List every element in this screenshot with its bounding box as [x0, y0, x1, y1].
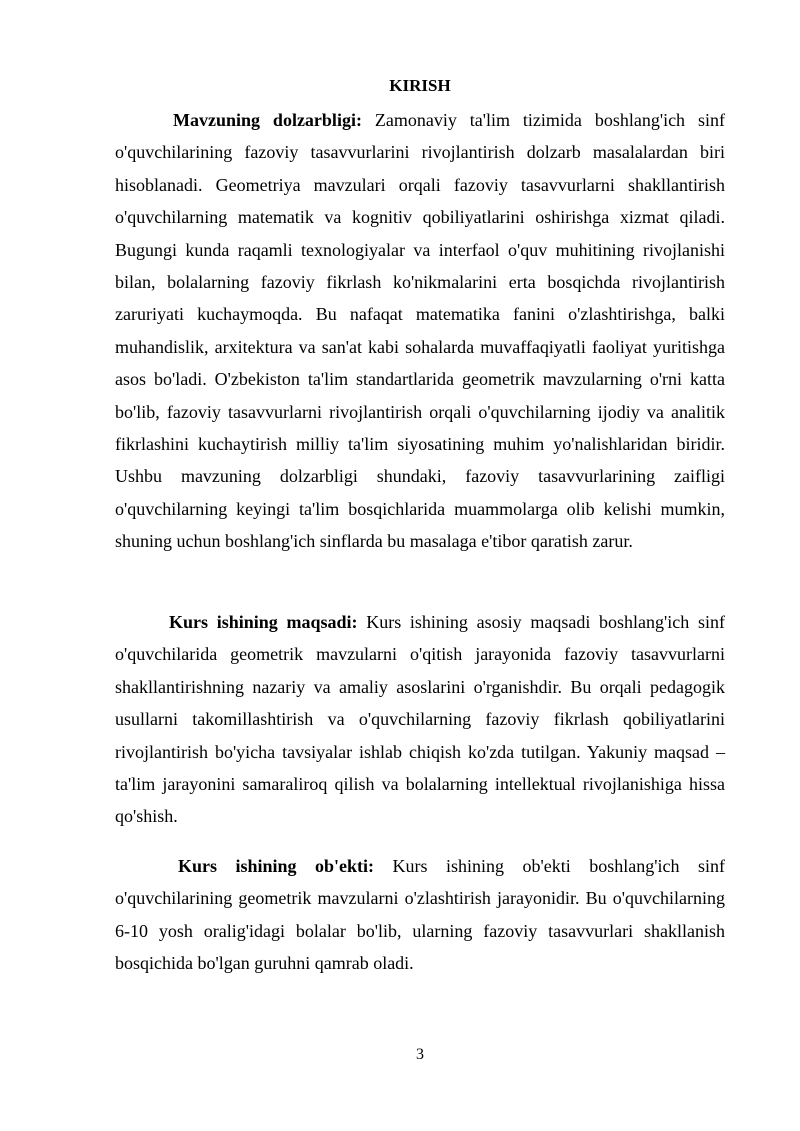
paragraph-text: Kurs ishining asosiy maqsadi boshlang'ich sinf o'quvchilarida geometrik mavzularni o'qitish jarayonida fazoviy tasavvurlarni shakllantirishning nazariy va amaliy asoslarini o'rganishdir. Bu orqali pedagogik usullarni takomillashtirish va o'quvchilarning fazoviy fikrlash qobiliyatlarini rivojlantirish bo'yicha tavsiyalar ishlab chiqish ko'zda tutilgan. Yakuniy maqsad – ta'lim jarayonini samaraliroq qilish va bolalarning intellektual rivojlanishiga hissa qo'shish. [115, 612, 725, 827]
section-heading: KIRISH [389, 76, 451, 95]
paragraph-relevance [115, 104, 725, 558]
paragraph-goal [115, 606, 725, 833]
paragraph-text: Zamonaviy ta'lim tizimida boshlang'ich sinf o'quvchilarining fazoviy tasavvurlarini rivojlantirish dolzarb masalalardan biri hisoblanadi. Geometriya mavzulari orqali fazoviy tasavvurlarni shakllantirish o'quvchilarning matematik va kognitiv qobiliyatlarini oshirishga xizmat qiladi. Bugungi kunda raqamli texnologiyalar va interfaol o'quv muhitining rivojlanishi bilan, bolalarning fazoviy fikrlash ko'nikmalarini erta bosqichda rivojlantirish zaruriyati kuchaymoqda. Bu nafaqat matematika fanini o'zlashtirishga, balki muhandislik, arxitektura va san'at kabi sohalarda muvaffaqiyatli faoliyat yuritishga asos bo'ladi. O'zbekiston ta'lim standartlarida geometrik mavzularning o'rni katta bo'lib, fazoviy tasavvurlarni rivojlantirish orqali o'quvchilarning ijodiy va analitik fikrlashini kuchaytirish milliy ta'lim siyosatining muhim yo'nalishlaridan biridir. Ushbu mavzuning dolzarbligi shundaki, fazoviy tasavvurlarining zaifligi o'quvchilarning keyingi ta'lim bosqichlarida muammolarga olib kelishi mumkin, shuning uchun boshlang'ich sinflarda bu masalaga e'tibor qaratish zarur. [115, 110, 725, 552]
paragraph-text: Kurs ishining ob'ekti boshlang'ich sinf o'quvchilarining geometrik mavzularni o'zlashtirish jarayonidir. Bu o'quvchilarning 6-10 yosh oralig'idagi bolalar bo'lib, ularning fazoviy tasavvurlari shakllanish bosqichida bo'lgan guruhni qamrab oladi. [115, 856, 726, 974]
page-number: 3 [416, 1046, 424, 1063]
paragraph-object [115, 850, 725, 980]
paragraph-lead: Kurs ishining maqsadi: [169, 612, 358, 632]
paragraph-lead: Kurs ishining ob'ekti: [178, 856, 375, 876]
paragraph-lead: Mavzuning dolzarbligi: [173, 110, 362, 130]
